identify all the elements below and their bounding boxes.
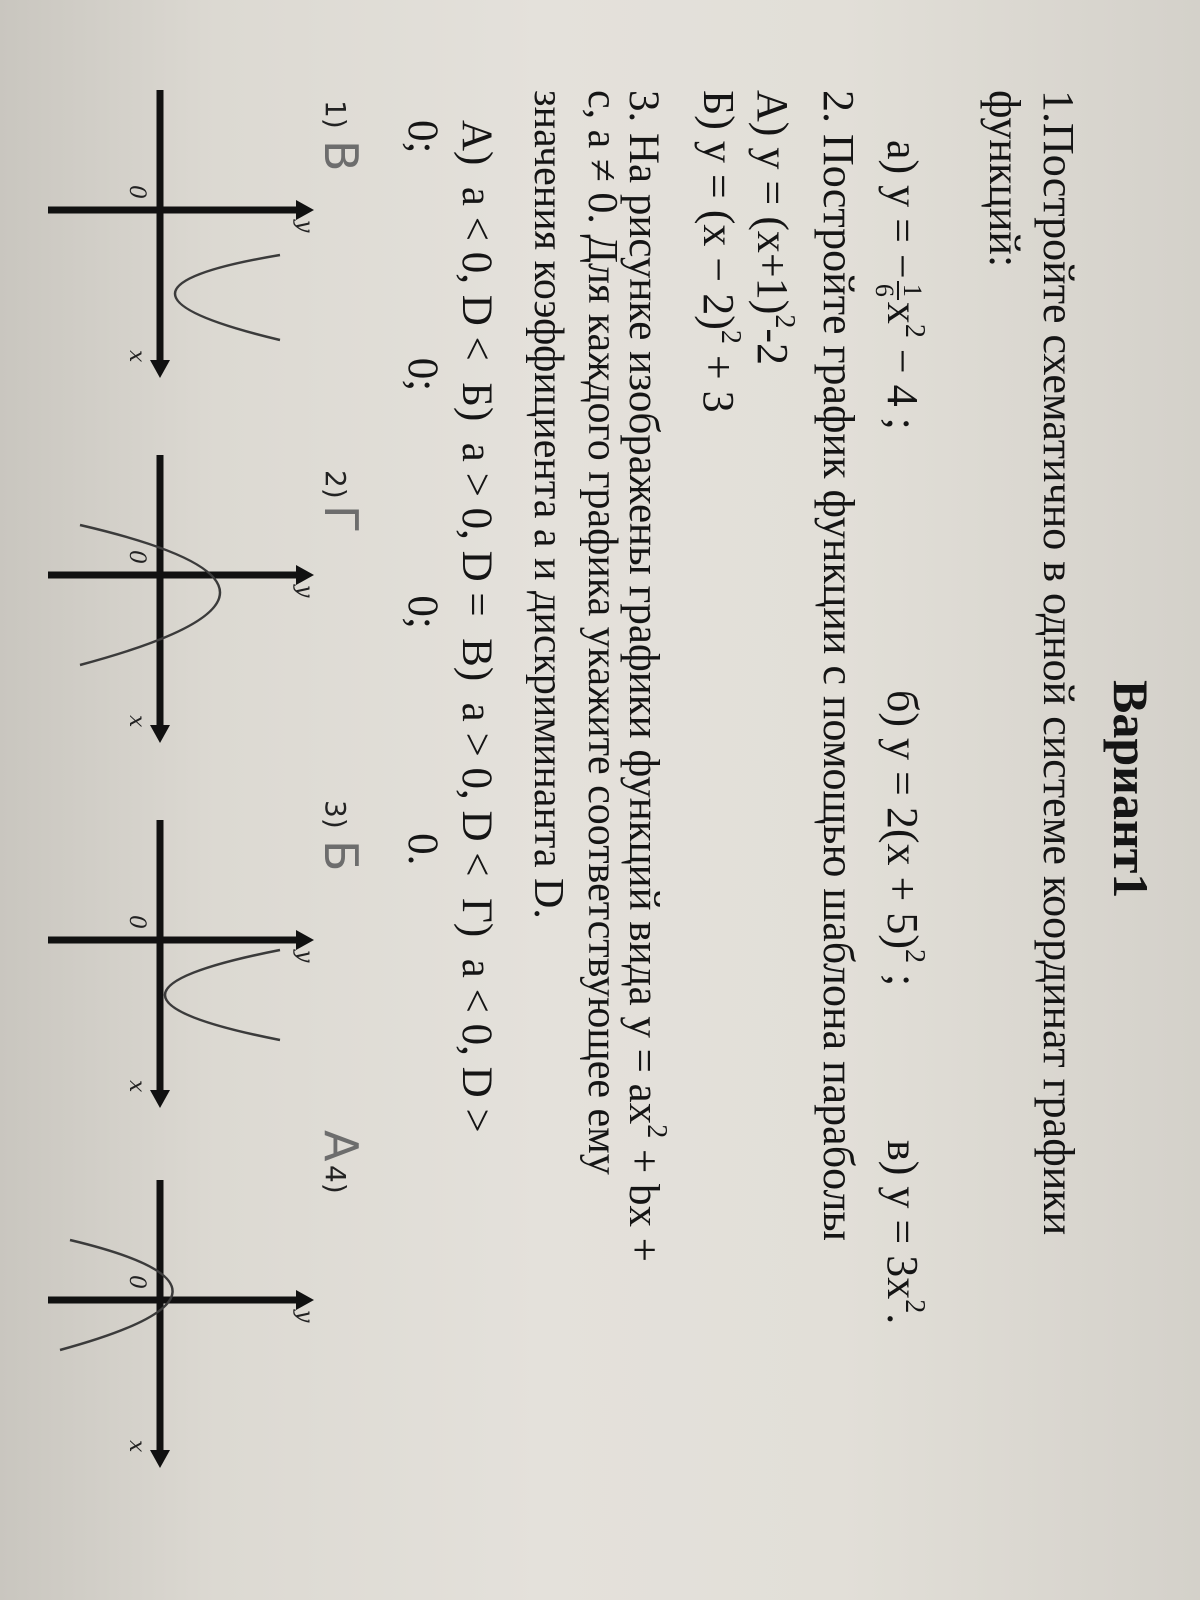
task1-a-denominator: 6 — [870, 283, 900, 297]
task1-a-fraction — [870, 281, 928, 300]
task2-line: 2. Постройте график функции с помощью шаблона параболы — [814, 90, 863, 1242]
graph1-parabola — [175, 255, 280, 340]
graph1-y-arrow — [296, 200, 314, 220]
task3-line1 — [619, 90, 680, 1262]
graph1-origin-label: 0 — [124, 185, 149, 199]
graph3-answer: Б — [314, 840, 368, 872]
graph1-plot — [40, 60, 320, 380]
graph4-y-label: y — [292, 1310, 317, 1323]
graph3-y-arrow — [296, 930, 314, 950]
task1-a-exp: 2 — [899, 323, 930, 338]
graph4-answer: А — [314, 1130, 368, 1162]
task1-c-rest: . — [878, 1313, 927, 1325]
graph4-x-arrow — [150, 1450, 170, 1468]
task2-b-prefix: Б) y = (x − 2) — [694, 90, 743, 330]
graph4-parabola — [60, 1240, 173, 1350]
graph4-x-label: x — [124, 1440, 149, 1453]
graph4-origin-label: 0 — [124, 1275, 149, 1289]
task3-line1-prefix: 3. На рисунке изображены графики функций вида y = ax — [620, 90, 667, 1125]
task1-c-exp: 2 — [899, 1299, 930, 1314]
variant-title: Вариант1 — [1103, 680, 1159, 899]
graph3-label: 3) — [319, 800, 352, 829]
task2-a-prefix: А) у = (х+1) — [748, 90, 797, 315]
task3-line3: значения коэффициента a и дискриминанта D. — [525, 90, 571, 919]
task1-a-x: х — [878, 301, 927, 324]
graph3-parabola — [165, 950, 280, 1040]
task3-options-line2: 0; 0; 0; 0. — [399, 120, 446, 866]
task3-line1-rest: + bx + — [620, 1138, 667, 1263]
task1-b-exp: 2 — [899, 948, 930, 963]
task2-a-rest: -2 — [748, 328, 797, 366]
graph1-answer: В — [314, 140, 368, 172]
task1-line2: функций: — [980, 90, 1029, 268]
task1-a-prefix: а) у = − — [878, 140, 927, 279]
graph4-y-arrow — [296, 1290, 314, 1310]
graph3-x-label: x — [124, 1080, 149, 1093]
task3-line2: c, a ≠ 0. Для каждого графика укажите соответствующее ему — [579, 90, 625, 1175]
graph2-answer: Г — [314, 505, 368, 534]
graph2-x-label: x — [124, 715, 149, 728]
task1-a-rest: − 4 ; — [878, 337, 927, 430]
task1-c-prefix: в) у = 3х — [878, 1140, 927, 1300]
task1-line1: 1.Постройте схематично в одной системе координат графики — [1034, 90, 1083, 1236]
graph1-x-label: x — [124, 350, 149, 363]
task1-item-a — [871, 140, 938, 430]
graph2-x-arrow — [150, 725, 170, 743]
task1-item-b — [878, 690, 938, 986]
graph2-label: 2) — [319, 470, 352, 499]
task1-b-rest: ; — [878, 962, 927, 987]
task3-options-line1: А) a < 0, D < Б) a > 0, D = В) a > 0, D < Г) a < 0, D > — [453, 120, 500, 1133]
graph1-y-label: y — [292, 220, 317, 233]
task3-line1-exp: 2 — [641, 1124, 672, 1139]
graph3-origin-label: 0 — [124, 915, 149, 929]
graph2-y-label: y — [292, 585, 317, 598]
graph4-label: 4) — [319, 1165, 352, 1194]
graph1-x-arrow — [150, 360, 170, 378]
graph3-y-label: y — [292, 950, 317, 963]
graph2-y-arrow — [296, 565, 314, 585]
task1-b-prefix: б) у = 2(х + 5) — [878, 690, 927, 949]
graph4-plot — [40, 1150, 320, 1470]
task1-a-numerator: 1 — [897, 281, 925, 300]
graph2-origin-label: 0 — [124, 550, 149, 564]
graph2-parabola — [80, 525, 220, 665]
graph3-x-arrow — [150, 1090, 170, 1108]
task2-b-exp: 2 — [715, 329, 746, 344]
task2-item-b — [694, 90, 754, 413]
task2-a-exp: 2 — [769, 314, 800, 329]
graph2-plot — [40, 425, 320, 745]
task1-item-c — [878, 1140, 938, 1324]
task2-item-a — [748, 90, 808, 365]
graph1-label: 1) — [319, 100, 352, 129]
task2-b-rest: + 3 — [694, 343, 743, 413]
graph3-plot — [40, 790, 320, 1110]
